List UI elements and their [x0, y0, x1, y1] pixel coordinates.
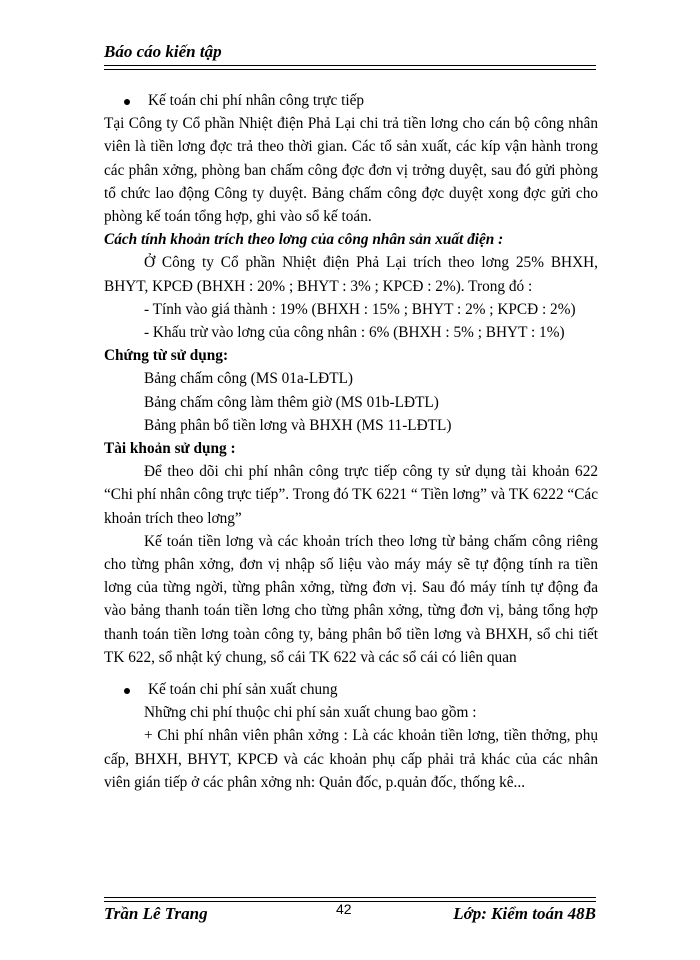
section-heading: Tài khoản sử dụng :: [104, 440, 236, 458]
paragraph: Tại Công ty Cổ phần Nhiệt điện Phả Lại chi trả tiền lơng cho cán bộ công nhân viên là tiền lơng đợc trả theo thời gian. Các tổ sản xuất, các kíp vận hành trong các phân xởng, phòng ban chấm công đợc đơn vị trởng duyệt, sau đó gửi phòng tổ chức lao động Công ty duyệt. Bảng chấm công đợc duyệt xong đợc gửi cho phòng kế toán tổng hợp, ghi vào sổ kế toán.: [104, 115, 598, 226]
bullet-text: Kế toán chi phí nhân công trực tiếp: [148, 92, 365, 109]
document-body: [104, 89, 598, 794]
list-item: Bảng chấm công làm thêm giờ (MS 01b-LĐTL): [144, 393, 439, 411]
paragraph: Kế toán tiền lơng và các khoản trích theo lơng từ bảng chấm công riêng cho từng phân xởng, đơn vị nhập số liệu vào máy máy sẽ tự động tính ra tiền lơng của từng ngời, từng phân xởng, từng đơn vị. Sau đó máy tính tự động đa vào bảng thanh toán tiền lơng cho từng phân xởng, từng đơn vị, bảng tổng hợp thanh toán tiền lơng toàn công ty, bảng phân bổ tiền lơng và BHXH, sổ chi tiết TK 622, sổ nhật ký chung, sổ cái TK 622 và các sổ cái có liên quan: [104, 532, 598, 666]
bullet-item-direct-labor: [104, 89, 598, 112]
list-item: - Tính vào giá thành : 19% (BHXH : 15% ; BHYT : 2% ; KPCĐ : 2%): [144, 300, 576, 318]
bullet-item-overhead: [104, 678, 598, 701]
page-number: 42: [336, 901, 352, 917]
list-item: - Khấu trừ vào lơng của công nhân : 6% (BHXH : 5% ; BHYT : 1%): [144, 324, 565, 342]
page-header-title: Báo cáo kiến tập: [104, 42, 222, 61]
bullet-icon: [124, 99, 130, 105]
header-rule-thin: [104, 69, 596, 70]
section-heading: Chứng từ sử dụng:: [104, 347, 229, 365]
list-item: Bảng phân bổ tiền lơng và BHXH (MS 11-LĐTL): [144, 416, 452, 434]
footer-author: Trần Lê Trang: [104, 904, 208, 923]
section-heading: Cách tính khoản trích theo lơng của công nhân sản xuất điện :: [104, 231, 504, 249]
bullet-text: Kế toán chi phí sản xuất chung: [148, 681, 338, 699]
paragraph: Ở Công ty Cổ phần Nhiệt điện Phả Lại trích theo lơng 25% BHXH, BHYT, KPCĐ (BHXH : 20% ; BHYT : 3% ; KPCĐ : 2%). Trong đó :: [104, 254, 598, 295]
footer-class: Lớp: Kiểm toán 48B: [453, 904, 596, 923]
footer-rule-thin: [104, 897, 596, 898]
header-rule: [104, 65, 596, 66]
paragraph: Để theo dõi chi phí nhân công trực tiếp công ty sử dụng tài khoản 622 “Chi phí nhân công trực tiếp”. Trong đó TK 6221 “ Tiền lơng” và TK 6222 “Các khoản trích theo lơng”: [104, 463, 598, 527]
paragraph: Những chi phí thuộc chi phí sản xuất chung bao gồm :: [144, 704, 477, 722]
list-item: Bảng chấm công (MS 01a-LĐTL): [144, 370, 354, 388]
paragraph: + Chi phí nhân viên phân xởng : Là các khoản tiền lơng, tiền thởng, phụ cấp, BHXH, BHYT, KPCĐ và các khoản phụ cấp phải trả khác của các nhân viên gián tiếp ở các phân xởng nh: Quản đốc, p.quản đốc, thống kê...: [104, 727, 598, 791]
